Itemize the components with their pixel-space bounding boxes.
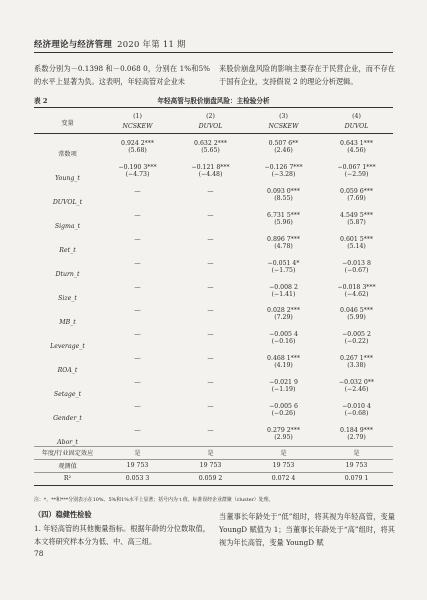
dep-var: DUVOL <box>174 121 247 134</box>
table-title: 年轻高管与股价崩盘风险：主检验分析 <box>157 97 270 105</box>
coefficient-cell: −0.032 0** <box>339 379 374 387</box>
t-stat-cell: (−3.28) <box>271 170 296 178</box>
coefficient-cell: −0.018 3*** <box>337 283 376 291</box>
coefficient-cell: — <box>207 379 214 387</box>
t-stat-cell <box>101 410 174 421</box>
header-row-numbers <box>34 108 393 122</box>
coefficient-cell: −0.013 8 <box>342 259 371 267</box>
t-stat-cell <box>174 434 247 446</box>
coefficient-cell: 0.028 2*** <box>267 307 300 315</box>
t-stat-cell: (5.87) <box>347 218 366 226</box>
t-stat-cell <box>101 338 174 349</box>
t-stat-cell: (4.19) <box>274 362 293 370</box>
t-stat-cell: (8.55) <box>274 194 293 202</box>
coefficient-cell: −0.126 7*** <box>264 163 303 171</box>
journal-issue: 2020 年第 11 期 <box>117 39 186 49</box>
coefficient-cell: −0.005 4 <box>269 331 298 339</box>
variable-name: Abor_t <box>57 438 78 446</box>
t-stat-cell: (−0.16) <box>271 338 296 346</box>
t-stat-cell <box>174 314 247 325</box>
running-header <box>34 38 186 50</box>
t-stat-cell <box>174 410 247 421</box>
t-stat-cell: (5.99) <box>347 314 366 322</box>
table-row <box>34 398 393 411</box>
table-note: 注：*、**和***分别表示在10%、5%和1%水平上显著；括号内为 t 值，标准误经企业群聚（cluster）处理。 <box>34 497 274 503</box>
footer-value: 是 <box>101 446 174 459</box>
t-stat-cell <box>174 386 247 397</box>
table-row <box>34 158 393 171</box>
variable-name: Size_t <box>58 294 77 302</box>
coefficient-cell: −0.005 2 <box>342 331 371 339</box>
t-stat-cell: (4.78) <box>274 242 293 250</box>
table-row <box>34 422 393 435</box>
t-stat-cell: (−2.46) <box>344 386 369 394</box>
table-row <box>34 302 393 315</box>
t-stat-cell: (4.56) <box>347 146 366 154</box>
coefficient-cell: — <box>134 235 141 243</box>
t-stat-cell: (7.29) <box>274 314 293 322</box>
coefficient-cell: 0.507 6** <box>268 139 299 147</box>
t-stat-cell <box>174 267 247 278</box>
variable-name: Ret_t <box>59 246 76 254</box>
page-number: 78 <box>34 549 44 558</box>
var-header: 变量 <box>34 108 101 134</box>
coefficient-cell: 0.279 2*** <box>267 427 300 435</box>
footer-value: 19 753 <box>320 459 393 472</box>
footer-value: 0.079 1 <box>320 472 393 485</box>
variable-name: Sigma_t <box>54 222 81 230</box>
t-stat-cell <box>174 195 247 206</box>
coefficient-cell: −0.121 8*** <box>191 163 230 171</box>
col-number: (2) <box>174 108 247 122</box>
footer-value: 是 <box>174 446 247 459</box>
table-row <box>34 278 393 291</box>
coefficient-cell: 0.896 7*** <box>267 235 300 243</box>
table-row <box>34 326 393 339</box>
t-stat-cell <box>174 291 247 302</box>
t-stat-cell <box>101 195 174 206</box>
col-number: (4) <box>320 108 393 122</box>
t-stat-cell <box>101 243 174 254</box>
section-text-left: 1. 年轻高管的其他衡量指标。根据年龄的分位数取值，本文将研究样本分为低、中、高三组。 <box>34 524 210 547</box>
t-stat-cell: (−4.73) <box>125 170 150 178</box>
table-row <box>34 230 393 243</box>
coefficient-cell: −0.021 9 <box>269 379 298 387</box>
coefficient-cell: — <box>207 259 214 267</box>
t-stat-cell <box>101 362 174 373</box>
table-row <box>34 350 393 363</box>
variable-name: ROA_t <box>57 366 78 374</box>
footer-value: 0.072 4 <box>247 472 320 485</box>
coefficient-cell: 0.643 1*** <box>340 139 373 147</box>
coefficient-cell: −0.067 1*** <box>337 163 376 171</box>
coefficient-cell: — <box>207 307 214 315</box>
t-stat-cell: (5.14) <box>347 242 366 250</box>
footer-value: 0.053 3 <box>101 472 174 485</box>
footer-value: 是 <box>247 446 320 459</box>
t-stat-cell <box>174 338 247 349</box>
table-footer-row <box>34 459 393 472</box>
coefficient-cell: — <box>134 331 141 339</box>
footer-value: 0.059 2 <box>174 472 247 485</box>
coefficient-cell: — <box>134 307 141 315</box>
t-stat-cell <box>174 243 247 254</box>
footer-label: 观测值 <box>34 459 101 472</box>
coefficient-cell: — <box>207 211 214 219</box>
coefficient-cell: — <box>207 187 214 195</box>
coefficient-cell: — <box>134 427 141 435</box>
t-stat-cell: (2.79) <box>347 434 366 442</box>
journal-name: 经济理论与经济管理 <box>34 39 113 49</box>
table-footer-row <box>34 472 393 485</box>
table-caption <box>34 95 393 105</box>
footer-value: 19 753 <box>101 459 174 472</box>
col-number: (3) <box>247 108 320 122</box>
coefficient-cell: −0.051 4* <box>267 259 300 267</box>
footer-value: 19 753 <box>247 459 320 472</box>
t-stat-cell <box>101 291 174 302</box>
t-stat-cell: (−1.19) <box>271 386 296 394</box>
section-heading: （四）稳健性检验 <box>34 510 92 519</box>
dep-var: NCSKEW <box>101 121 174 134</box>
coefficient-cell: — <box>134 259 141 267</box>
coefficient-cell: — <box>207 283 214 291</box>
variable-name: Leverage_t <box>50 342 85 350</box>
t-stat-cell: (−2.59) <box>344 170 369 178</box>
coefficient-cell: 0.184 9*** <box>340 427 373 435</box>
t-stat-cell: (3.38) <box>347 362 366 370</box>
coefficient-cell: −0.190 3*** <box>118 163 157 171</box>
coefficient-cell: — <box>134 355 141 363</box>
coefficient-cell: 0.632 2*** <box>194 139 227 147</box>
coefficient-cell: 0.267 1*** <box>340 355 373 363</box>
coefficient-cell: — <box>134 379 141 387</box>
intro-text-left: 系数分别为－0.1398 和－0.068 0，分别在 1%和5%的水平上显著为负。这表明，年轻高管对企业未 <box>34 64 210 86</box>
coefficient-cell: 0.468 1*** <box>267 355 300 363</box>
coefficient-cell: — <box>134 283 141 291</box>
table-row <box>34 206 393 219</box>
footer-label: 年度/行业固定效应 <box>34 446 101 459</box>
t-stat-cell: (−4.48) <box>198 170 223 178</box>
dep-var: NCSKEW <box>247 121 320 134</box>
t-stat-cell: (−1.75) <box>271 266 296 274</box>
t-stat-cell: (−0.67) <box>344 266 369 274</box>
variable-name: Setage_t <box>53 390 82 398</box>
t-stat-cell: (−1.41) <box>271 290 296 298</box>
header-rule <box>34 52 393 53</box>
footer-value: 19 753 <box>174 459 247 472</box>
coefficient-cell: 4.549 5*** <box>340 211 373 219</box>
t-stat-cell <box>101 434 174 446</box>
coefficient-cell: −0.010 4 <box>342 403 371 411</box>
coefficient-cell: — <box>207 235 214 243</box>
col-number: (1) <box>101 108 174 122</box>
coefficient-cell: — <box>134 403 141 411</box>
variable-name: Young_t <box>55 174 80 182</box>
regression-table <box>34 107 393 486</box>
dep-var: DUVOL <box>320 121 393 134</box>
t-stat-cell: (5.96) <box>274 218 293 226</box>
footer-value: 是 <box>320 446 393 459</box>
coefficient-cell: 6.731 5*** <box>267 211 300 219</box>
t-stat-cell <box>101 267 174 278</box>
intro-text-right: 来股价崩盘风险的影响主要存在于民营企业，而不存在于国有企业，支持假说 2 的理论分析逻辑。 <box>219 64 395 86</box>
coefficient-cell: — <box>134 187 141 195</box>
t-stat-cell: (5.65) <box>201 146 220 154</box>
coefficient-cell: 0.601 5*** <box>340 235 373 243</box>
coefficient-cell: 0.046 5*** <box>340 307 373 315</box>
t-stat-cell: (−0.68) <box>344 410 369 418</box>
variable-name: Gender_t <box>53 414 82 422</box>
variable-name: MB_t <box>59 318 76 326</box>
table-number: 表 2 <box>34 97 48 105</box>
footer-label: R² <box>34 472 101 485</box>
coefficient-cell: — <box>207 427 214 435</box>
table-row <box>34 182 393 195</box>
t-stat-cell: (7.69) <box>347 194 366 202</box>
coefficient-cell: −0.005 6 <box>269 403 298 411</box>
section-text-right: 当董事长年龄处于“低”组时，将其视为年轻高管，变量 YoungD 赋值为 1；当董事长年龄处于“高”组时，将其视为年长高管，变量 YoungD 赋 <box>219 512 395 548</box>
table-body <box>34 134 393 486</box>
variable-name: 常数项 <box>58 150 77 158</box>
table-footer-row <box>34 446 393 459</box>
t-stat-cell: (−0.22) <box>344 338 369 346</box>
coefficient-cell: 0.924 2*** <box>121 139 154 147</box>
coefficient-cell: — <box>207 403 214 411</box>
t-stat-cell <box>174 219 247 230</box>
t-stat-cell <box>174 362 247 373</box>
coefficient-cell: — <box>207 355 214 363</box>
coefficient-cell: — <box>207 331 214 339</box>
t-stat-cell: (2.95) <box>274 434 293 442</box>
coefficient-cell: — <box>134 211 141 219</box>
t-stat-cell: (5.68) <box>128 146 147 154</box>
t-stat-cell <box>101 219 174 230</box>
table-row <box>34 134 393 147</box>
t-stat-cell: (−0.26) <box>271 410 296 418</box>
t-stat-cell: (−4.62) <box>344 290 369 298</box>
t-stat-cell <box>101 386 174 397</box>
t-stat-cell: (2.46) <box>274 146 293 154</box>
variable-name: Dturn_t <box>55 270 80 278</box>
variable-name: DUVOL_t <box>52 198 83 206</box>
coefficient-cell: −0.008 2 <box>269 283 298 291</box>
t-stat-cell <box>101 314 174 325</box>
table-row <box>34 254 393 267</box>
coefficient-cell: 0.093 0*** <box>267 187 300 195</box>
coefficient-cell: 0.059 6*** <box>340 187 373 195</box>
table-row <box>34 374 393 387</box>
